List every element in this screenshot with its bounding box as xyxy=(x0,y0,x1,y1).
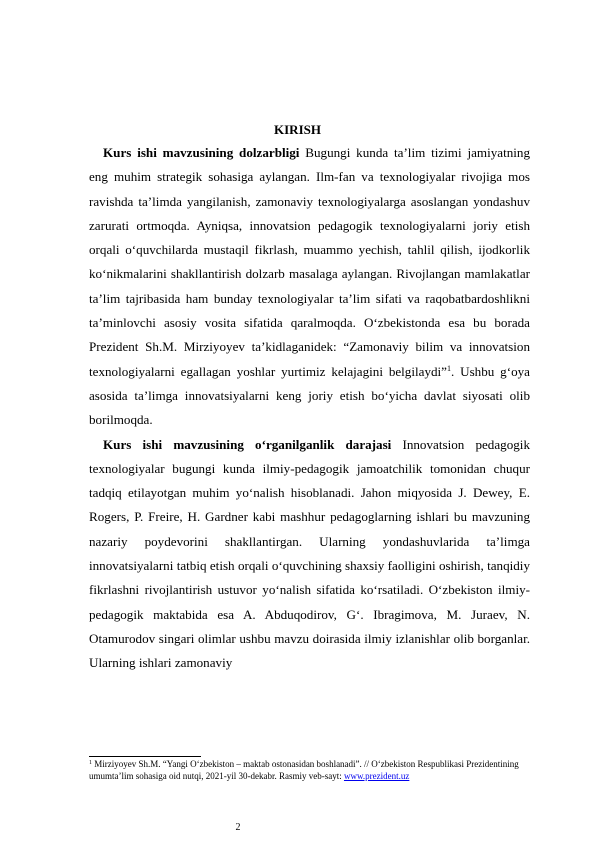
paragraph-lead: Kurs ishi mavzusining dolzarbligi xyxy=(103,145,300,160)
footnote-mark: 1 xyxy=(89,760,92,766)
paragraph-text: Innovatsion pedagogik texnologiyalar bugungi kunda ilmiy-pedagogik jamoatchilik tomonidan chuqur tadqiq etilayotgan muhim yo‘nalish hisoblanadi. Jahon miqyosida J. Dewey, E. Rogers, P. Freire, H. Gardner kabi mashhur pedagoglarning ishlari bu mavzuning nazariy poydevorini shakllantirgan. Ularning yondashuvlarida ta’limga innovatsiyalarni tatbiq etish orqali o‘quvchining shaxsiy faolligini oshirish, tanqidiy fikrlashni rivojlantirish ustuvor yo‘nalish sifatida ko‘rsatiladi. O‘zbekiston ilmiy-pedagogik maktabida esa A. Abduqodirov, G‘. Ibragimova, M. Juraev, N. Otamurodov singari olimlar ushbu mavzu doirasida ilmiy izlanishlar olib borganlar. Ularning ishlari zamonaviy xyxy=(89,436,530,671)
footnote-reference[interactable]: 1 xyxy=(447,363,451,373)
footnote-link[interactable]: www.prezident.uz xyxy=(343,771,410,782)
footnote-divider xyxy=(89,756,201,757)
page-number: 2 xyxy=(235,822,241,833)
footnote xyxy=(89,758,539,782)
paragraph-study-level xyxy=(89,433,530,676)
body-text xyxy=(89,141,530,676)
paragraph-text: . Ushbu g‘oya asosida ta’limga innovatsiyalarni keng joriy etish bo‘yicha davlat siyosati olib borilmoqda. xyxy=(89,363,530,428)
paragraph-relevance xyxy=(89,141,530,433)
section-title: KIRISH xyxy=(274,122,321,137)
paragraph-text: Bugungi kunda ta’lim tizimi jamiyatning eng muhim strategik sohasiga aylangan. Ilm-fan va texnologiyalar rivojiga mos ravishda ta’limda yangilanish, zamonaviy texnologiyalarga asoslangan yondashuv zarurati ortmoqda. Ayniqsa, innovatsion pedagogik texnologiyalarni joriy etish orqali o‘quvchilarda mustaqil fikrlash, muammo yechish, tahlil qilish, ijodkorlik ko‘nikmalarini shakllantirish dolzarb masalaga aylangan. Rivojlangan mamlakatlar ta’lim tajribasida ham bunday texnologiyalar ta’lim sifati va raqobatbardoshlikni ta’minlovchi asosiy vosita sifatida qaralmoqda. O‘zbekistonda esa bu borada Prezident Sh.M. Mirziyoyev ta’kidlaganidek: “Zamonaviy bilim va innovatsion texnologiyalarni egallagan yoshlar yurtimiz kelajagini belgilaydi” xyxy=(89,145,530,379)
paragraph-lead: Kurs ishi mavzusining o‘rganilganlik darajasi xyxy=(103,436,392,452)
footnote-text: Mirziyoyev Sh.M. “Yangi O‘zbekiston – maktab ostonasidan boshlanadi”. // O‘zbekiston Respublikasi Prezidentining umumta’lim sohasiga oid nutqi, 2021-yil 30-dekabr. Rasmiy veb-sayt: xyxy=(89,759,519,782)
